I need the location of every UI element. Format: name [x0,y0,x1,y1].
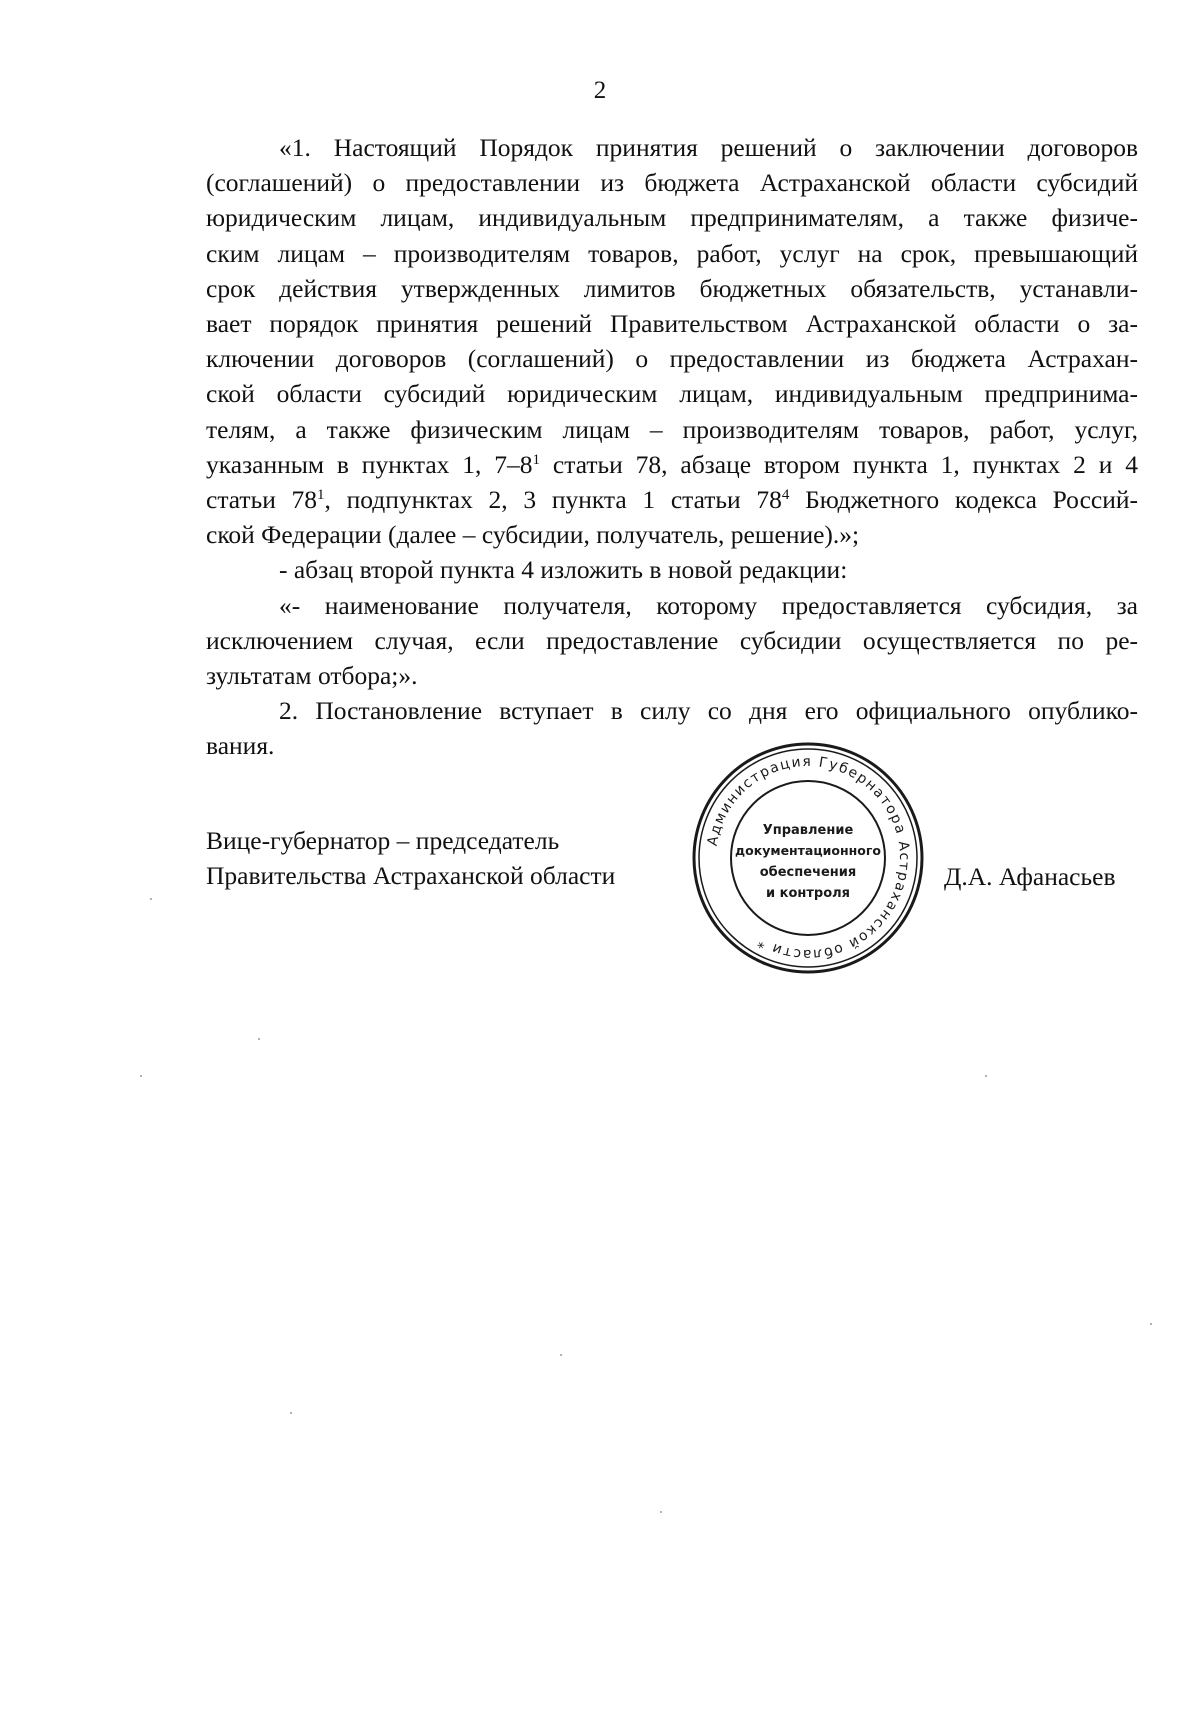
paragraph-1-line-4: ским лицам – производителям товаров, работ, услуг на срок, превышающий [206,238,1138,268]
paragraph-1-line-11 [206,482,1138,517]
official-seal [688,738,928,978]
seal-inner-line-4: и контроля [765,886,851,901]
seal-outer-text [705,754,912,962]
signatory-position [206,823,615,893]
superscript: 1 [317,487,325,504]
paragraph-1-line-10 [206,447,1138,482]
seal-outer-text-span: Администрация Губернатора Астраханской области * [704,753,913,963]
paragraph-4-line-2: вания. [206,731,275,761]
paragraph-1-line-5: срок действия утвержденных лимитов бюджетных обязательств, устанавли- [206,273,1138,303]
paragraph-1-line-8: ской области субсидий юридическим лицам, индивидуальным предпринима- [206,379,1138,409]
scan-speck [150,898,152,900]
signatory-position-line-2: Правительства Астраханской области [206,861,616,890]
seal-inner-line-1: Управление [762,823,854,838]
scan-speck [290,1412,292,1414]
line-10-text-a: указанным в пунктах 1, 7–8 [206,449,533,479]
paragraph-3-line-2: исключением случая, если предоставление субсидии осуществляется по ре- [206,625,1138,655]
seal-inner-line-2: документационного [735,843,881,858]
line-11-text-c: Бюджетного кодекса Россий- [789,485,1138,515]
paragraph-1-line-3: юридическим лицам, индивидуальным предпринимателям, а также физиче- [206,203,1138,233]
document-body [206,130,1138,764]
paragraph-1-line-1: «1. Настоящий Порядок принятия решений о заключении договоров [279,133,1138,162]
seal-inner-line-3: обеспечения [759,865,857,880]
signer-name: Д.А. Афанасьев [944,862,1116,891]
superscript: 4 [781,487,790,504]
seal-outer-ring [694,744,922,972]
paragraph-3-line-3: зультатам отбора;». [206,661,418,691]
scan-speck [258,1038,260,1040]
paragraph-3-line-1: «- наименование получателя, которому предоставляется субсидия, за [279,590,1138,620]
paragraph-1-line-9: телям, а также физическим лицам – производителям товаров, работ, услуг, [206,414,1138,444]
paragraph-1-line-6: вает порядок принятия решений Правительством Астраханской области о за- [206,309,1138,339]
scan-speck [660,1511,662,1513]
line-11-text-a: статьи 78 [206,485,318,515]
paragraph-2: - абзац второй пункта 4 изложить в новой редакции: [279,555,848,585]
line-11-text-b: , подпунктах 2, 3 пункта 1 статьи 78 [324,485,782,515]
scan-speck [1150,1323,1152,1325]
scan-speck [560,1354,562,1356]
paragraph-1-line-12: ской Федерации (далее – субсидии, получатель, решение).»; [206,520,860,550]
paragraph-1-line-2: (соглашений) о предоставлении из бюджета Астраханской области субсидий [206,168,1138,198]
signatory-position-line-1: Вице-губернатор – председатель [206,826,560,855]
paragraph-4-line-1: 2. Постановление вступает в силу со дня его официального опублико- [279,696,1138,726]
paragraph-1-line-7: ключении договоров (соглашений) о предоставлении из бюджета Астрахан- [206,344,1138,374]
page-number: 2 [593,77,607,104]
seal-inner-ring [731,781,885,935]
scan-speck [985,1075,987,1077]
scan-speck [140,1075,142,1077]
superscript: 1 [532,451,541,468]
line-10-text-b: статьи 78, абзаце втором пункта 1, пунктах 2 и 4 [540,449,1138,479]
